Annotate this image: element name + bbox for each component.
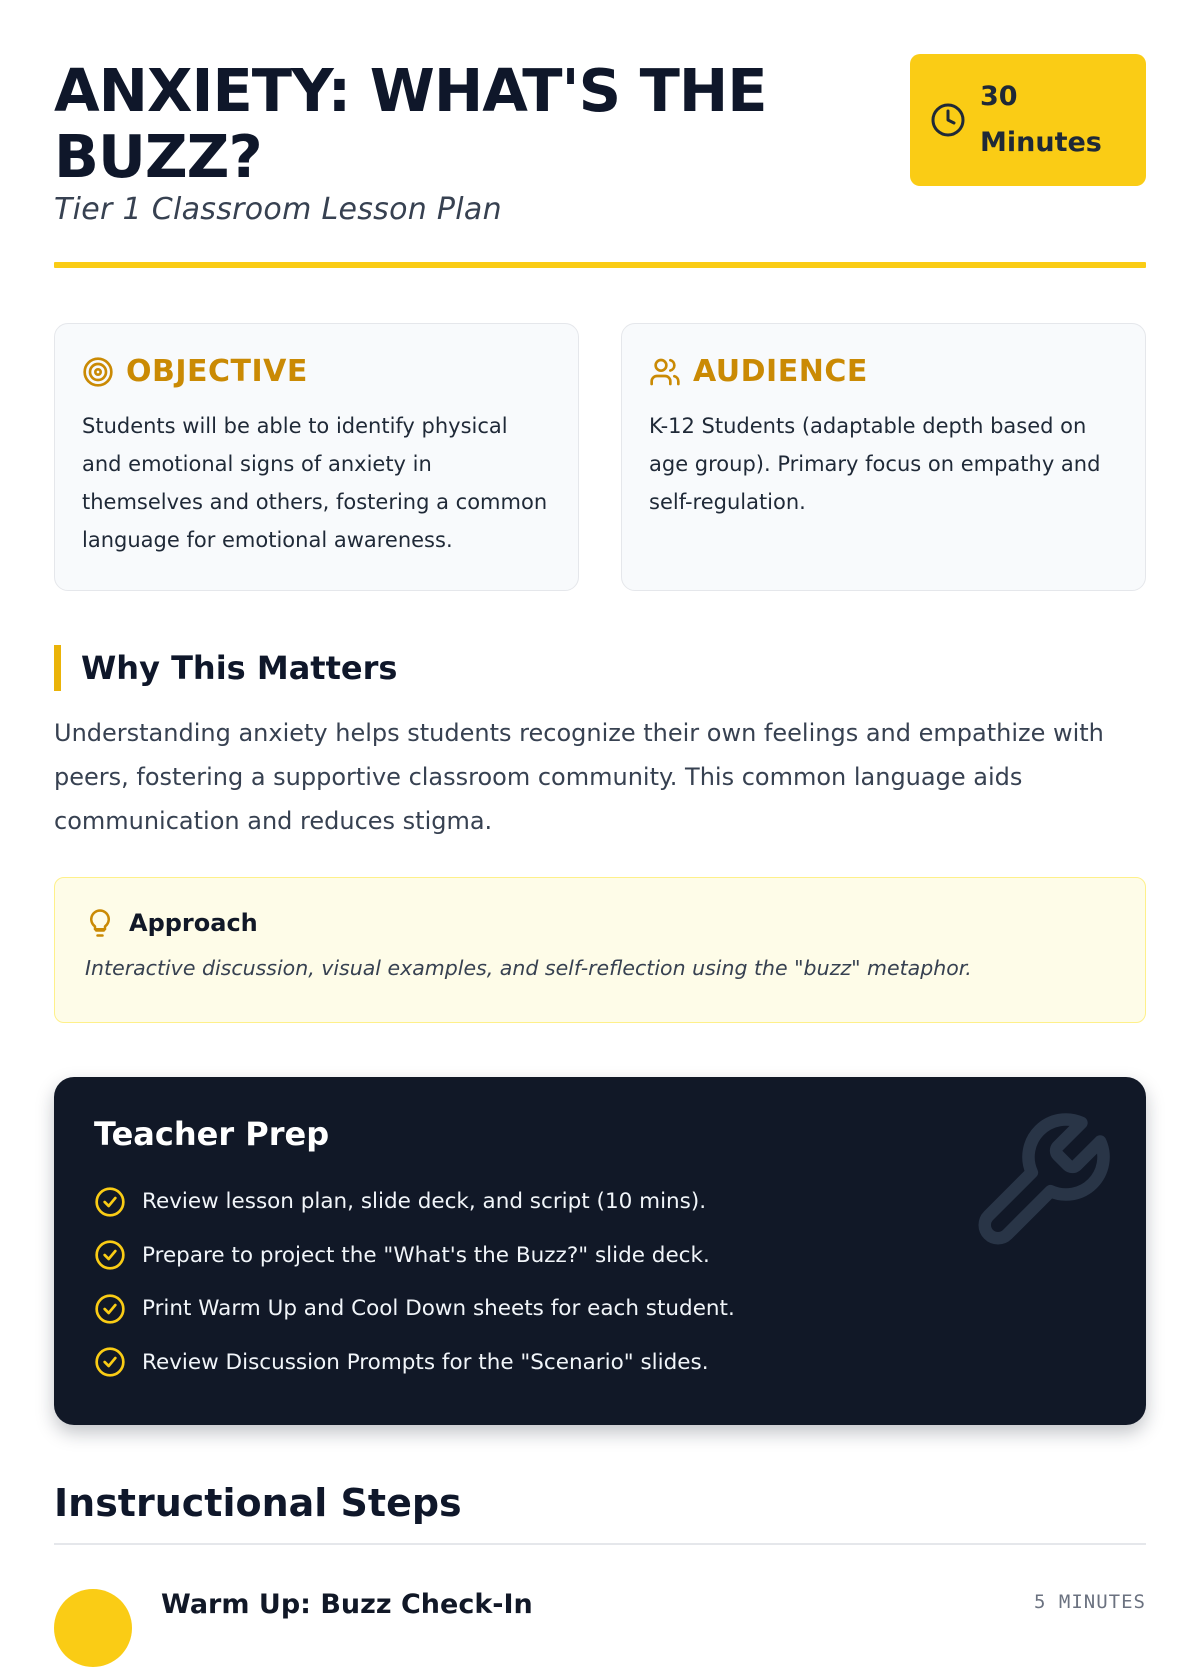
steps-divider xyxy=(54,1543,1146,1545)
objective-title: OBJECTIVE xyxy=(126,354,308,389)
prep-list xyxy=(94,1175,1106,1389)
teacher-prep-panel xyxy=(54,1077,1146,1425)
objective-body: Students will be able to identify physical and emotional signs of anxiety in themselves and others, fostering a common language for emotional awareness. xyxy=(82,414,548,552)
objective-card xyxy=(54,323,579,591)
step-duration: 5 MINUTES xyxy=(1034,1591,1146,1613)
check-circle-icon xyxy=(94,1293,126,1325)
audience-title: AUDIENCE xyxy=(693,354,868,389)
header-divider xyxy=(54,262,1146,268)
prep-item-text: Review Discussion Prompts for the "Scenario" slides. xyxy=(142,1349,709,1375)
duration-unit: Minutes xyxy=(980,127,1102,158)
why-body: Understanding anxiety helps students recognize their own feelings and empathize with peers, fostering a supportive classroom community. This common language aids communication and reduces stigma. xyxy=(54,719,1104,835)
prep-item-text: Review lesson plan, slide deck, and script (10 mins). xyxy=(142,1189,707,1215)
step-number-badge xyxy=(54,1589,132,1667)
prep-item xyxy=(94,1336,1106,1390)
prep-item-text: Prepare to project the "What's the Buzz?" slide deck. xyxy=(142,1242,710,1268)
prep-item xyxy=(94,1229,1106,1283)
prep-item xyxy=(94,1175,1106,1229)
step-row xyxy=(54,1589,1146,1649)
teacher-prep-title: Teacher Prep xyxy=(94,1115,330,1153)
duration-text xyxy=(980,74,1102,166)
check-circle-icon xyxy=(94,1346,126,1378)
check-circle-icon xyxy=(94,1239,126,1271)
audience-card xyxy=(621,323,1146,591)
lightbulb-icon xyxy=(85,906,115,940)
users-icon xyxy=(649,356,681,388)
audience-body: K-12 Students (adaptable depth based on age group). Primary focus on empathy and self-regulation. xyxy=(649,414,1101,514)
duration-number: 30 xyxy=(980,81,1018,112)
page-title: ANXIETY: WHAT'S THE BUZZ? xyxy=(54,56,767,191)
header xyxy=(54,0,1146,227)
clock-icon xyxy=(930,102,966,138)
info-cards xyxy=(54,323,1146,591)
prep-item xyxy=(94,1282,1106,1336)
instructional-steps-title: Instructional Steps xyxy=(54,1481,462,1525)
prep-item-text: Print Warm Up and Cool Down sheets for each student. xyxy=(142,1296,735,1322)
step-title: Warm Up: Buzz Check-In xyxy=(161,1589,533,1620)
approach-title: Approach xyxy=(129,909,258,937)
wrench-icon xyxy=(966,1107,1116,1257)
why-heading xyxy=(54,645,1146,691)
why-title: Why This Matters xyxy=(81,649,398,687)
page-subtitle: Tier 1 Classroom Lesson Plan xyxy=(54,192,502,227)
target-icon xyxy=(82,356,114,388)
approach-callout xyxy=(54,877,1146,1023)
check-circle-icon xyxy=(94,1186,126,1218)
duration-badge xyxy=(910,54,1146,186)
approach-body: Interactive discussion, visual examples, and self-reflection using the "buzz" metaphor. xyxy=(85,956,972,980)
